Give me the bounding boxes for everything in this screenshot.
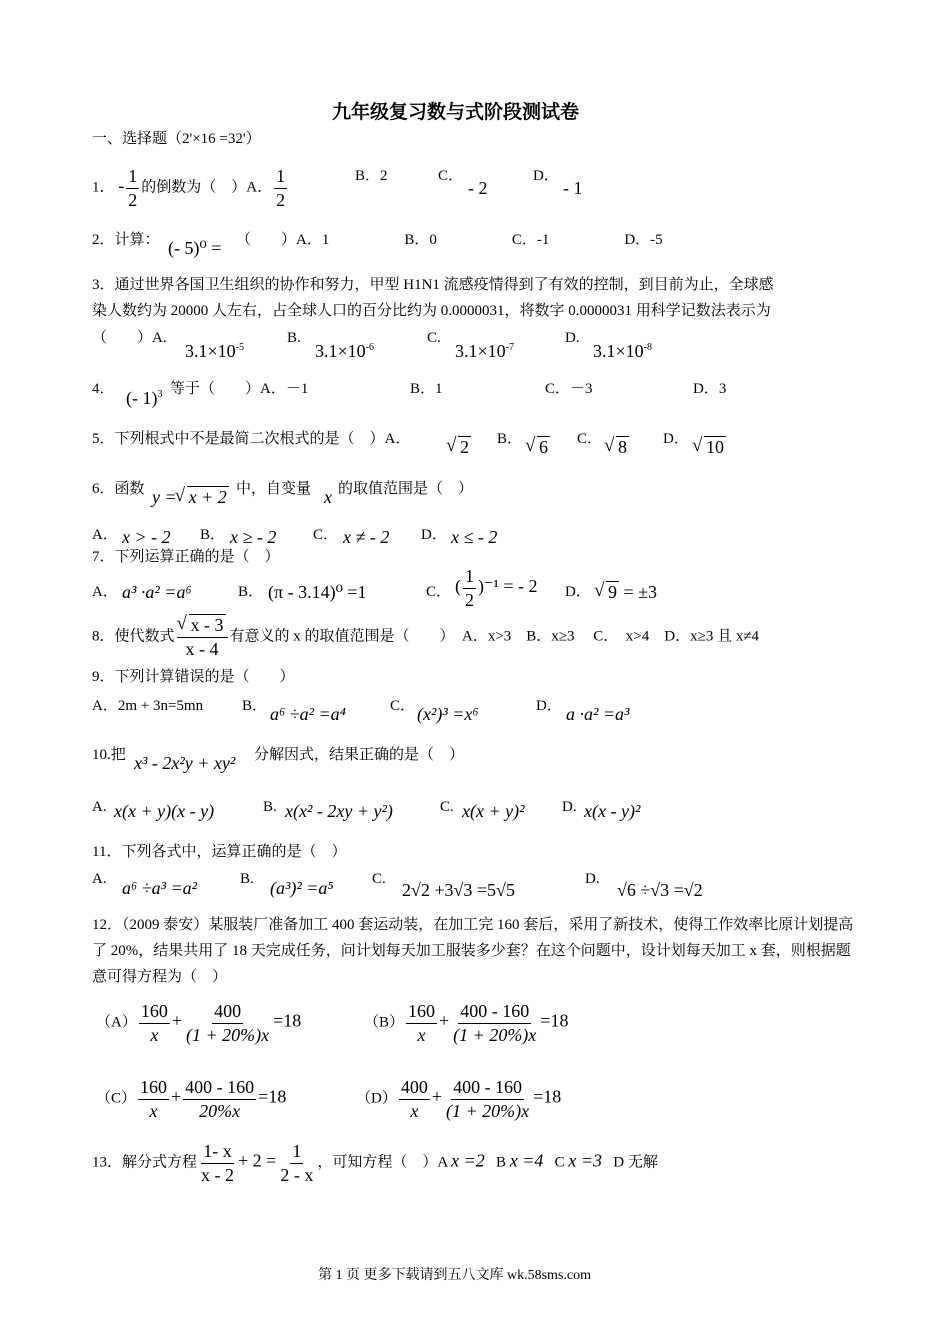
q11-option-a-value: a⁶ ÷a³ =a²: [122, 878, 198, 898]
question-7-stem: 7．下列运算正确的是（ ）: [92, 549, 280, 565]
q3-option-a: $3.1\times 10^{-5}$: [185, 341, 244, 361]
q5-option-a: √ 2: [448, 437, 471, 459]
q11-option-d-value: √6 ÷√3 =√2: [617, 880, 703, 900]
q3-option-d: D.: [565, 330, 580, 346]
q11-option-c: C.: [372, 871, 386, 887]
q12-option-c: （C） $\frac{160}{x}$ + $\frac{400 - 160}{20\%x}$ =18: [96, 1077, 287, 1121]
q11-option-a: A.: [92, 871, 107, 887]
q9-option-b-value: a⁶ ÷a² =a⁴: [270, 704, 346, 724]
fraction: $\frac{1}{2}$: [128, 166, 138, 210]
q9-option-d: D．: [536, 698, 562, 714]
q1-option-d-value: - 1: [563, 178, 583, 198]
q5-option-c-value: √ 8: [606, 437, 629, 459]
q5-option-d: D．: [663, 431, 689, 447]
question-8: 8．使代数式 √ $\frac{x - 3}{x - 4}$ 有意义的 x 的取值范围是（ ） A．x>3 B．x≥3 C． x>4 D．x≥3 且 x≠4: [92, 614, 759, 660]
q4-option-b: B．1: [410, 381, 443, 397]
q9-option-a: A．2m + 3n=5mn: [92, 698, 204, 714]
q7-option-c: C．: [426, 584, 452, 600]
q7-option-c-value: ( $\frac{1}{2}$ )⁻¹ = - 2: [455, 566, 538, 610]
question-4-expr: (- 1)$^3$: [126, 388, 163, 408]
q3-option-c: C.: [427, 330, 441, 346]
question-6-tail: 的取值范围是（ ）: [338, 481, 474, 497]
q6-option-a-value: x > - 2: [122, 527, 171, 547]
q6-option-d-value: x ≤ - 2: [451, 527, 498, 547]
question-5-stem: 5．下列根式中不是最简二次根式的是（ ）A．: [92, 431, 411, 447]
q12-option-b: （B） $\frac{160}{x}$ + $\frac{400 - 160}{(1 + 20\%)x}$ =18: [364, 1001, 569, 1045]
q3-option-c-value: $3.1\times 10^{-7}$: [455, 341, 514, 361]
q6-option-d: D．: [421, 527, 447, 543]
q5-option-c: C．: [577, 431, 603, 447]
q3-option-b-value: $3.1\times 10^{-6}$: [315, 341, 374, 361]
q12-option-a: （A） $\frac{160}{x}$ + $\frac{400}{(1 + 20\%)x}$ =18: [96, 1001, 302, 1045]
question-12-text: 12．（2009 泰安）某服装厂准备加工 400 套运动装，在加工完 160 套后，采用了新技术，使得工作效率比原计划提高了 20%，结果共用了 18 天完成任务，问计划每天加工服装多少套？在这个问题中，设计划每天加工 x 套，则根据题意可得方程为（ ）: [92, 917, 854, 985]
question-4-rest: 等于（ ）A．－1: [170, 381, 309, 397]
q11-option-b: B.: [240, 871, 254, 887]
question-10-stem: 10.把: [92, 747, 126, 763]
q9-option-d-value: a ·a² =a³: [566, 704, 630, 724]
question-3-open: （ ）A.: [92, 330, 167, 346]
question-6-func: y =√ x + 2: [152, 487, 229, 509]
q5-option-b-value: √ 6: [527, 437, 550, 459]
q4-option-d: D．3: [693, 381, 727, 397]
q3-option-b: B.: [287, 330, 301, 346]
q10-option-d: D.: [562, 799, 577, 815]
section-heading: 一、选择题（2'×16 =32'）: [92, 131, 261, 147]
question-6-mid: 中，自变量: [236, 481, 312, 497]
question-6-var: x: [324, 487, 332, 507]
q10-option-a-value: x(x + y)(x - y): [114, 801, 215, 821]
question-13: 13．解分式方程 $\frac{1- x}{x - 2}$ + 2 = $\frac{1}{2 - x}$ ，可知方程（ ）A x =2 B x =4 C x =3 D 无解: [92, 1141, 658, 1185]
q1-option-d: D．: [533, 168, 559, 184]
question-1: 1． - $\frac{1}{2}$ 的倒数为（ ）A． $\frac{1}{2}$: [92, 166, 286, 210]
q1-option-c-value: - 2: [468, 178, 488, 198]
q10-option-b: B.: [263, 799, 277, 815]
question-10-tail: 分解因式，结果正确的是（ ）: [254, 747, 465, 763]
q7-option-a-value: a³ ·a² =a⁶: [122, 582, 192, 602]
q5-option-d-value: √ 10: [694, 437, 726, 459]
q6-option-c: C．: [313, 527, 339, 543]
q7-option-d: D．: [565, 584, 591, 600]
q10-option-d-value: x(x - y)²: [584, 801, 641, 821]
q3-option-d-value: $3.1\times 10^{-8}$: [593, 341, 652, 361]
q6-option-c-value: x ≠ - 2: [343, 527, 390, 547]
q10-option-a: A.: [92, 799, 107, 815]
q6-option-b: B．: [200, 527, 226, 543]
fraction: $\frac{1}{2}$: [276, 166, 286, 210]
q12-option-d: （D） $\frac{400}{x}$ + $\frac{400 - 160}{(1 + 20\%)x}$ =18: [356, 1077, 562, 1121]
q7-option-a: A．: [92, 584, 118, 600]
q1-option-c: C．: [438, 168, 464, 184]
q10-option-b-value: x(x² - 2xy + y²): [285, 801, 393, 821]
q7-option-b: B．: [238, 584, 264, 600]
q1-option-b: B．2: [355, 168, 388, 184]
question-3-line1: 3．通过世界各国卫生组织的协作和努力，甲型 H1N1 流感疫情得到了有效的控制，到目前为止，全球感: [92, 277, 774, 293]
q6-option-a: A．: [92, 527, 118, 543]
question-2-options: （ ）A．1 B．0 C．-1 D．-5: [236, 232, 663, 248]
q10-option-c: C.: [440, 799, 454, 815]
q9-option-b: B．: [242, 698, 268, 714]
q7-option-d-value: √ 9 = ±3: [596, 582, 657, 604]
question-6-stem: 6．函数: [92, 481, 145, 497]
fraction: √ $\frac{x - 3}{x - 4}$: [177, 614, 228, 660]
question-10-expr: x³ - 2x²y + xy²: [134, 753, 236, 773]
page-footer: 第 1 页 更多下载请到五八文库 wk.58sms.com: [318, 1268, 591, 1283]
question-9-stem: 9．下列计算错误的是（ ）: [92, 669, 295, 685]
question-2-stem: 2．计算：: [92, 232, 160, 248]
question-11-stem: 11．下列各式中，运算正确的是（ ）: [92, 844, 347, 860]
q11-option-c-value: 2√2 +3√3 =5√5: [402, 880, 515, 900]
q11-option-b-value: (a³)² =a⁵: [270, 878, 334, 898]
question-2-expr: (- 5)⁰ =: [168, 238, 222, 258]
q7-option-b-value: (π - 3.14)⁰ =1: [268, 582, 367, 602]
q9-option-c: C．: [390, 698, 416, 714]
q11-option-d: D.: [585, 871, 600, 887]
q6-option-b-value: x ≥ - 2: [230, 527, 277, 547]
q9-option-c-value: (x²)³ =x⁶: [417, 704, 479, 724]
question-3-line2: 染人数约为 20000 人左右，占全球人口的百分比约为 0.0000031，将数字 0.0000031 用科学记数法表示为: [92, 303, 771, 319]
q5-option-b: B．: [497, 431, 523, 447]
q10-option-c-value: x(x + y)²: [462, 801, 525, 821]
q4-option-c: C．－3: [545, 381, 593, 397]
page-title: 九年级复习数与式阶段测试卷: [332, 102, 580, 123]
question-4-stem: 4．: [92, 381, 115, 397]
